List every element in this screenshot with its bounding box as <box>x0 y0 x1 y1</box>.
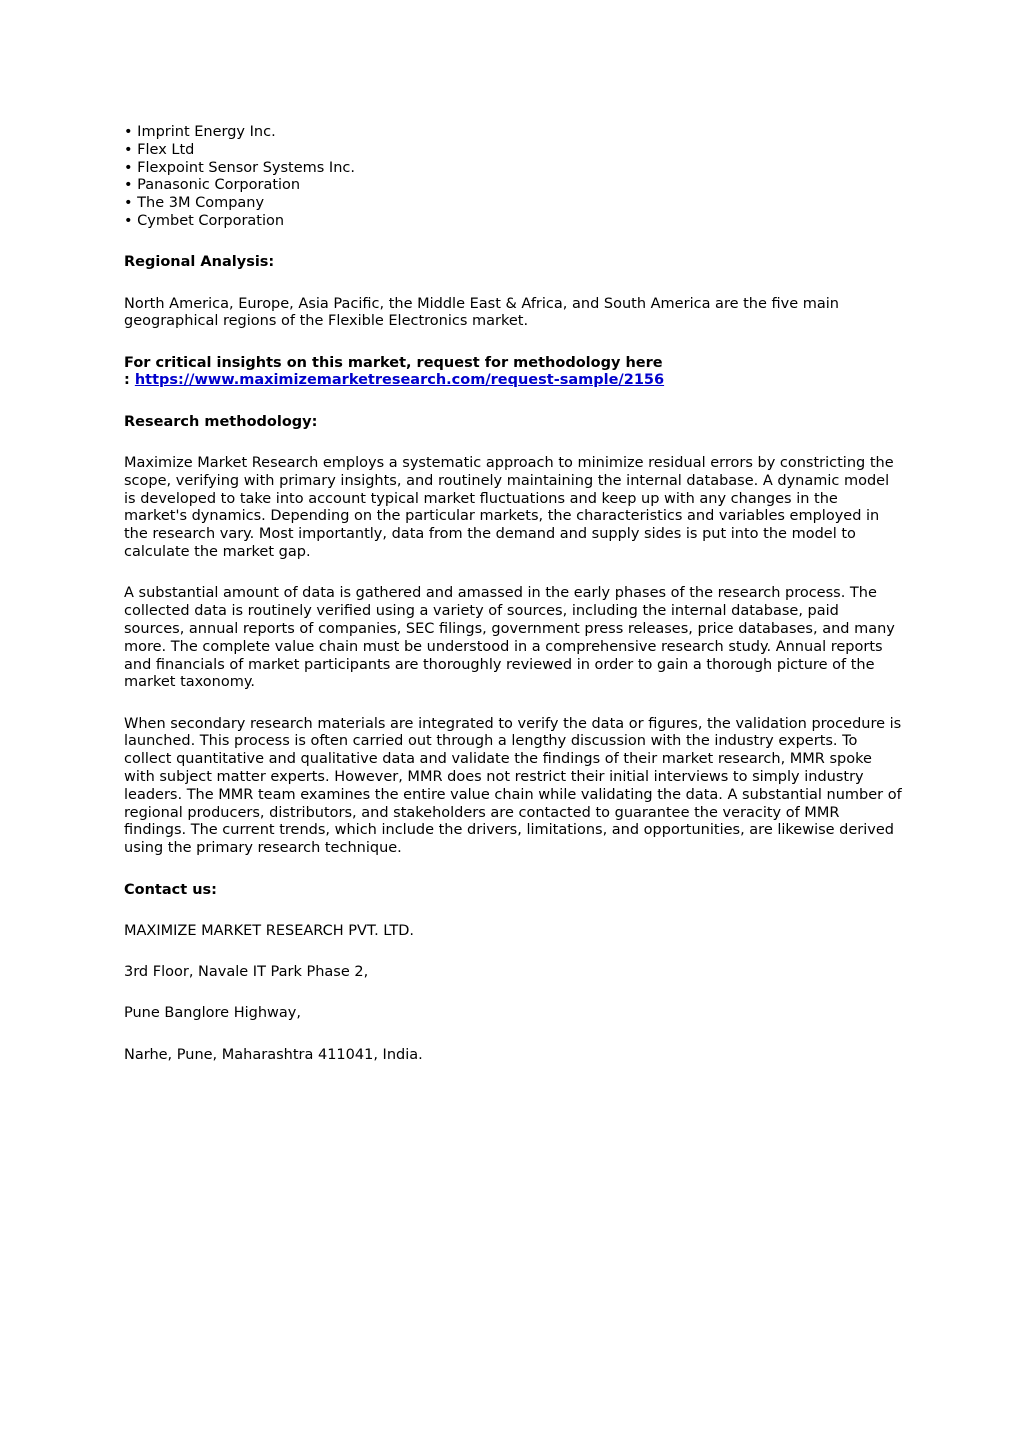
bullet-icon: • <box>124 177 133 194</box>
list-item <box>124 195 902 213</box>
company-list <box>124 124 902 231</box>
insights-text: For critical insights on this market, request for methodology here <box>124 354 663 371</box>
bullet-icon: • <box>124 141 133 158</box>
methodology-paragraph-2: A substantial amount of data is gathered and amassed in the early phases of the research process. The collected data is routinely verified using a variety of sources, including the internal database, paid sources, annual reports of companies, SEC filings, government press releases, price databases, and many more. The complete value chain must be understood in a comprehensive research study. Annual reports and financials of market participants are thoroughly reviewed in order to gain a thorough picture of the market taxonomy. <box>124 585 895 691</box>
bullet-icon: • <box>124 124 133 140</box>
bullet-icon: • <box>124 195 133 212</box>
bullet-icon: • <box>124 159 133 176</box>
list-item <box>124 124 902 142</box>
contact-address-line-1: 3rd Floor, Navale IT Park Phase 2, <box>124 964 369 981</box>
contact-address-line-3: Narhe, Pune, Maharashtra 411041, India. <box>124 1046 423 1063</box>
research-methodology-heading: Research methodology: <box>124 413 318 430</box>
insights-callout <box>124 355 902 391</box>
list-item <box>124 142 902 160</box>
document-page <box>124 124 902 1064</box>
methodology-paragraph-1: Maximize Market Research employs a systematic approach to minimize residual errors by constricting the scope, verifying with primary insights, and routinely maintaining the internal database. A dynamic model is developed to take into account typical market fluctuations and keep up with any changes in the market's dynamics. Depending on the particular markets, the characteristics and variables employed in the research vary. Most importantly, data from the demand and supply sides is put into the model to calculate the market gap. <box>124 455 894 561</box>
list-item <box>124 213 902 231</box>
company-name: Imprint Energy Inc. <box>137 124 276 140</box>
methodology-paragraph-3: When secondary research materials are integrated to verify the data or figures, the validation procedure is launched. This process is often carried out through a lengthy discussion with the industry experts. To collect quantitative and qualitative data and validate the findings of their market research, MMR spoke with subject matter experts. However, MMR does not restrict their initial interviews to simply industry leaders. The MMR team examines the entire value chain while validating the data. A substantial number of regional producers, distributors, and stakeholders are contacted to guarantee the veracity of MMR findings. The current trends, which include the drivers, limitations, and opportunities, are likewise derived using the primary research technique. <box>124 715 902 857</box>
company-name: Cymbet Corporation <box>137 212 285 229</box>
list-item <box>124 177 902 195</box>
list-item <box>124 160 902 178</box>
insights-prefix: : <box>124 372 135 389</box>
company-name: Flex Ltd <box>137 141 195 158</box>
contact-company: MAXIMIZE MARKET RESEARCH PVT. LTD. <box>124 922 415 939</box>
bullet-icon: • <box>124 212 133 229</box>
request-sample-link[interactable]: https://www.maximizemarketresearch.com/request-sample/2156 <box>134 372 665 389</box>
company-name: The 3M Company <box>137 195 265 212</box>
company-name: Panasonic Corporation <box>137 177 301 194</box>
contact-address-line-2: Pune Banglore Highway, <box>124 1005 301 1022</box>
regional-analysis-heading: Regional Analysis: <box>124 254 275 271</box>
contact-heading: Contact us: <box>124 881 217 898</box>
regional-analysis-text: North America, Europe, Asia Pacific, the Middle East & Africa, and South America are the five main geographical regions of the Flexible Electronics market. <box>124 295 839 330</box>
company-name: Flexpoint Sensor Systems Inc. <box>137 159 355 176</box>
